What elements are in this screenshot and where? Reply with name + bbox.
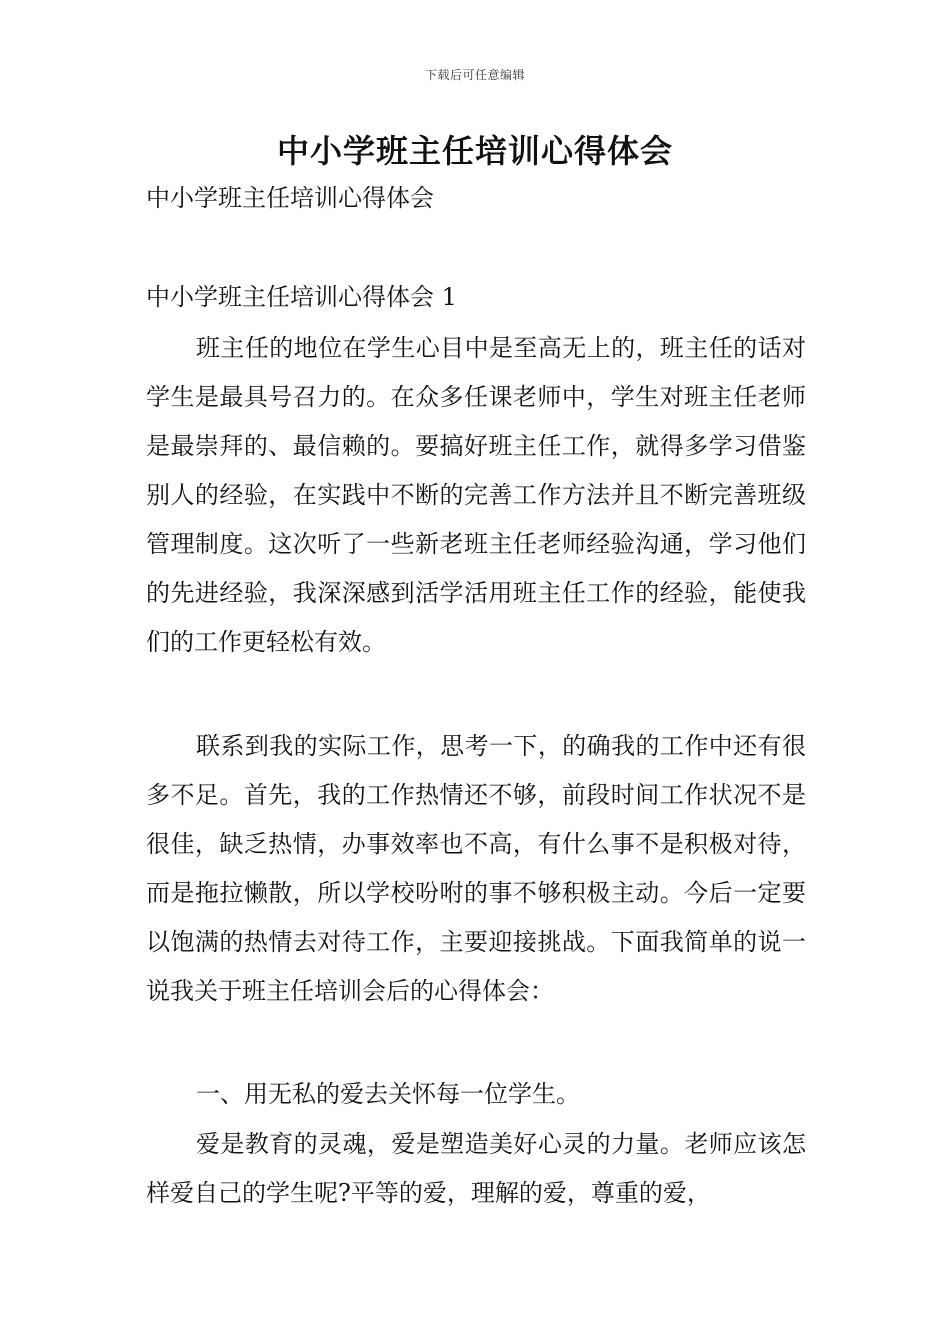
paragraph: 爱是教育的灵魂，爱是塑造美好心灵的力量。老师应该怎样爱自己的学生呢?平等的爱，理解的爱，尊重的爱， [146,1130,806,1207]
paragraph: 班主任的地位在学生心目中是至高无上的，班主任的话对学生是最具号召力的。在众多任课老师中，学生对班主任老师是最崇拜的、最信赖的。要搞好班主任工作，就得多学习借鉴别人的经验，在实践中不断的完善工作方法并且不断完善班级管理制度。这次听了一些新老班主任老师经验沟通，学习他们的先进经验，我深深感到活学活用班主任工作的经验，能使我们的工作更轻松有效。 [146,334,806,656]
paragraph: 联系到我的实际工作，思考一下，的确我的工作中还有很多不足。首先，我的工作热情还不够，前段时间工作状况不是很佳，缺乏热情，办事效率也不高，有什么事不是积极对待，而是拖拉懒散，所以学校吩咐的事不够积极主动。今后一定要以饱满的热情去对待工作，主要迎接挑战。下面我简单的说一说我关于班主任培训会后的心得体会： [146,732,806,1005]
paragraph-heading: 一、用无私的爱去关怀每一位学生。 [196,1080,580,1108]
header-note: 下载后可任意编辑 [424,68,525,82]
section-heading: 中小学班主任培训心得体会 1 [146,283,457,311]
document-title: 中小学班主任培训心得体会 [276,132,673,170]
document-subtitle: 中小学班主任培训心得体会 [146,184,434,212]
